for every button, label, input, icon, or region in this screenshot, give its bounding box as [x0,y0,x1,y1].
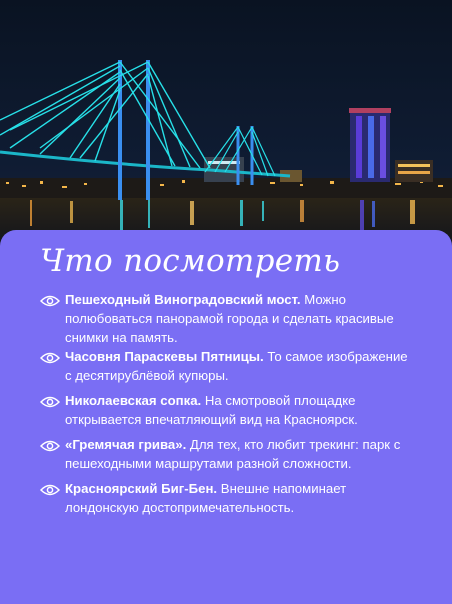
item-name: Красноярский Биг-Бен. [65,481,218,496]
item-description: Внешне напоминает лондонскую достопримечательность. [65,481,347,515]
item-name: Часовня Параскевы Пятницы. [65,349,264,364]
list-item [40,290,412,347]
item-name: Николаевская сопка. [65,393,202,408]
list-item [40,435,412,479]
item-description: На смотровой площадке открывается впечатляющий вид на Красноярск. [65,393,358,427]
list-item [40,391,412,435]
list-item [40,347,412,391]
item-name: Пешеходный Виноградовский мост. [65,292,301,307]
night-city-photo [0,0,452,250]
eye-icon [40,351,60,365]
eye-icon [40,294,60,308]
attractions-list [40,290,412,523]
list-item [40,479,412,523]
section-title: Что посмотреть [40,243,341,279]
eye-icon [40,439,60,453]
item-name: «Гремячая грива». [65,437,187,452]
eye-icon [40,483,60,497]
item-description: То самое изображение с десятирублёвой купюры. [65,349,408,383]
item-description: Для тех, кто любит трекинг: парк с пешеходными маршрутами разной сложности. [65,437,401,471]
eye-icon [40,395,60,409]
item-description: Можно полюбоваться панорамой города и сделать красивые снимки на память. [65,292,394,345]
